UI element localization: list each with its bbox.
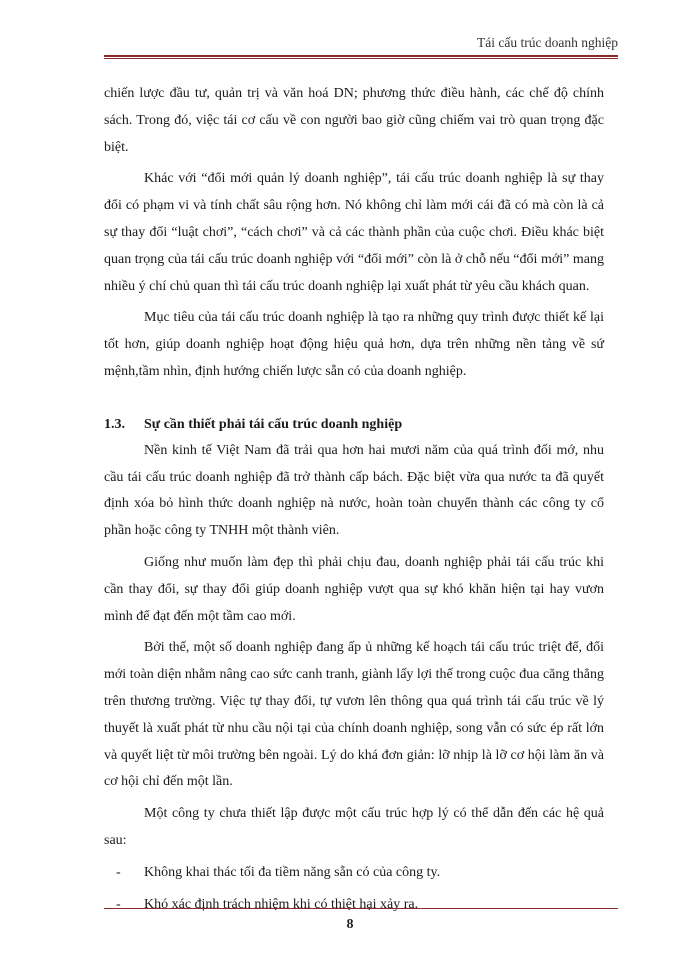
bullet-list xyxy=(104,860,604,919)
list-item-text: Khó xác định trách nhiệm khi có thiệt hại xảy ra. xyxy=(144,896,419,912)
list-item-text: Không khai thác tối đa tiềm năng sẵn có của công ty. xyxy=(144,864,441,880)
list-item xyxy=(104,860,604,887)
bullet-dash: - xyxy=(116,896,121,912)
paragraph: Giống như muốn làm đẹp thì phải chịu đau, doanh nghiệp phải tái cấu trúc khi cần thay đổi, sự thay đổi giúp doanh nghiệp vượt qua sự khó khăn hiện tại hay vươn mình để đạt đến một tầm cao mới. xyxy=(104,554,604,624)
paragraph: chiến lược đầu tư, quản trị và văn hoá DN; phương thức điều hành, các chế độ chính sách. Trong đó, việc tái cơ cấu về con người bao giờ cũng chiếm vai trò quan trọng đặc biệt. xyxy=(104,86,604,155)
footer-divider xyxy=(104,908,618,909)
paragraph: Một công ty chưa thiết lập được một cấu trúc hợp lý có thể dẫn đến các hệ quả sau: xyxy=(104,806,604,848)
page-header xyxy=(104,36,618,49)
document-title: Tái cấu trúc doanh nghiệp xyxy=(477,35,618,50)
paragraph: Bởi thế, một số doanh nghiệp đang ấp ủ những kế hoạch tái cấu trúc triệt để, đổi mới toàn diện nhằm nâng cao sức canh tranh, giành lấy lợi thế trong cuộc đua căng thẳng trên thương trường. Việc tự thay đổi, tự vươn lên thông qua quá trình tái cấu trúc về lý thuyết là xuất phát từ nhu cầu nội tại của chính doanh nghiệp, song vẫn có sức ép rất lớn và quyết liệt từ môi trường bên ngoài. Lý do khá đơn giản: lỡ nhịp là lỡ cơ hội làm ăn và cơ hội chỉ đến một lần. xyxy=(104,640,604,790)
paragraph: Nền kinh tế Việt Nam đã trải qua hơn hai mươi năm của quá trình đối mớ, nhu cầu tái cấu trúc doanh nghiệp đã trở thành cấp bách. Đặc biệt vừa qua nước ta đã quyết định xóa bỏ hình thức doanh nghiệp nà nước, hoàn toàn chuyển thành các công ty cổ phần hoặc công ty TNHH một thành viên. xyxy=(104,442,604,539)
paragraph: Khác với “đổi mới quản lý doanh nghiệp”, tái cấu trúc doanh nghiệp là sự thay đổi có phạm vi và tính chất sâu rộng hơn. Nó không chỉ làm mới cái đã có mà còn là cả sự thay đổi “luật chơi”, “cách chơi” và cả các thành phần của cuộc chơi. Điều khác biệt quan trọng của tái cấu trúc doanh nghiệp với “đổi mới” còn là ở chỗ nếu “đổi mới” mang nhiều ý chí chủ quan thì tái cấu trúc doanh nghiệp lại xuất phát từ yêu cầu khách quan. xyxy=(104,171,604,294)
bullet-dash: - xyxy=(116,864,121,880)
page-number: 8 xyxy=(346,917,354,932)
page-body xyxy=(104,81,604,923)
section-heading xyxy=(104,412,604,438)
section-title: Sự cần thiết phải tái cấu trúc doanh nghiệp xyxy=(144,416,403,432)
section-number: 1.3. xyxy=(104,416,125,432)
list-item xyxy=(104,892,604,919)
header-divider xyxy=(104,55,618,59)
paragraph: Mục tiêu của tái cấu trúc doanh nghiệp là tạo ra những quy trình được thiết kế lại tốt hơn, giúp doanh nghiệp hoạt động hiệu quả hơn, dựa trên những nền tảng về sứ mệnh,tầm nhìn, định hướng chiến lược sẵn có của doanh nghiệp. xyxy=(104,310,604,379)
